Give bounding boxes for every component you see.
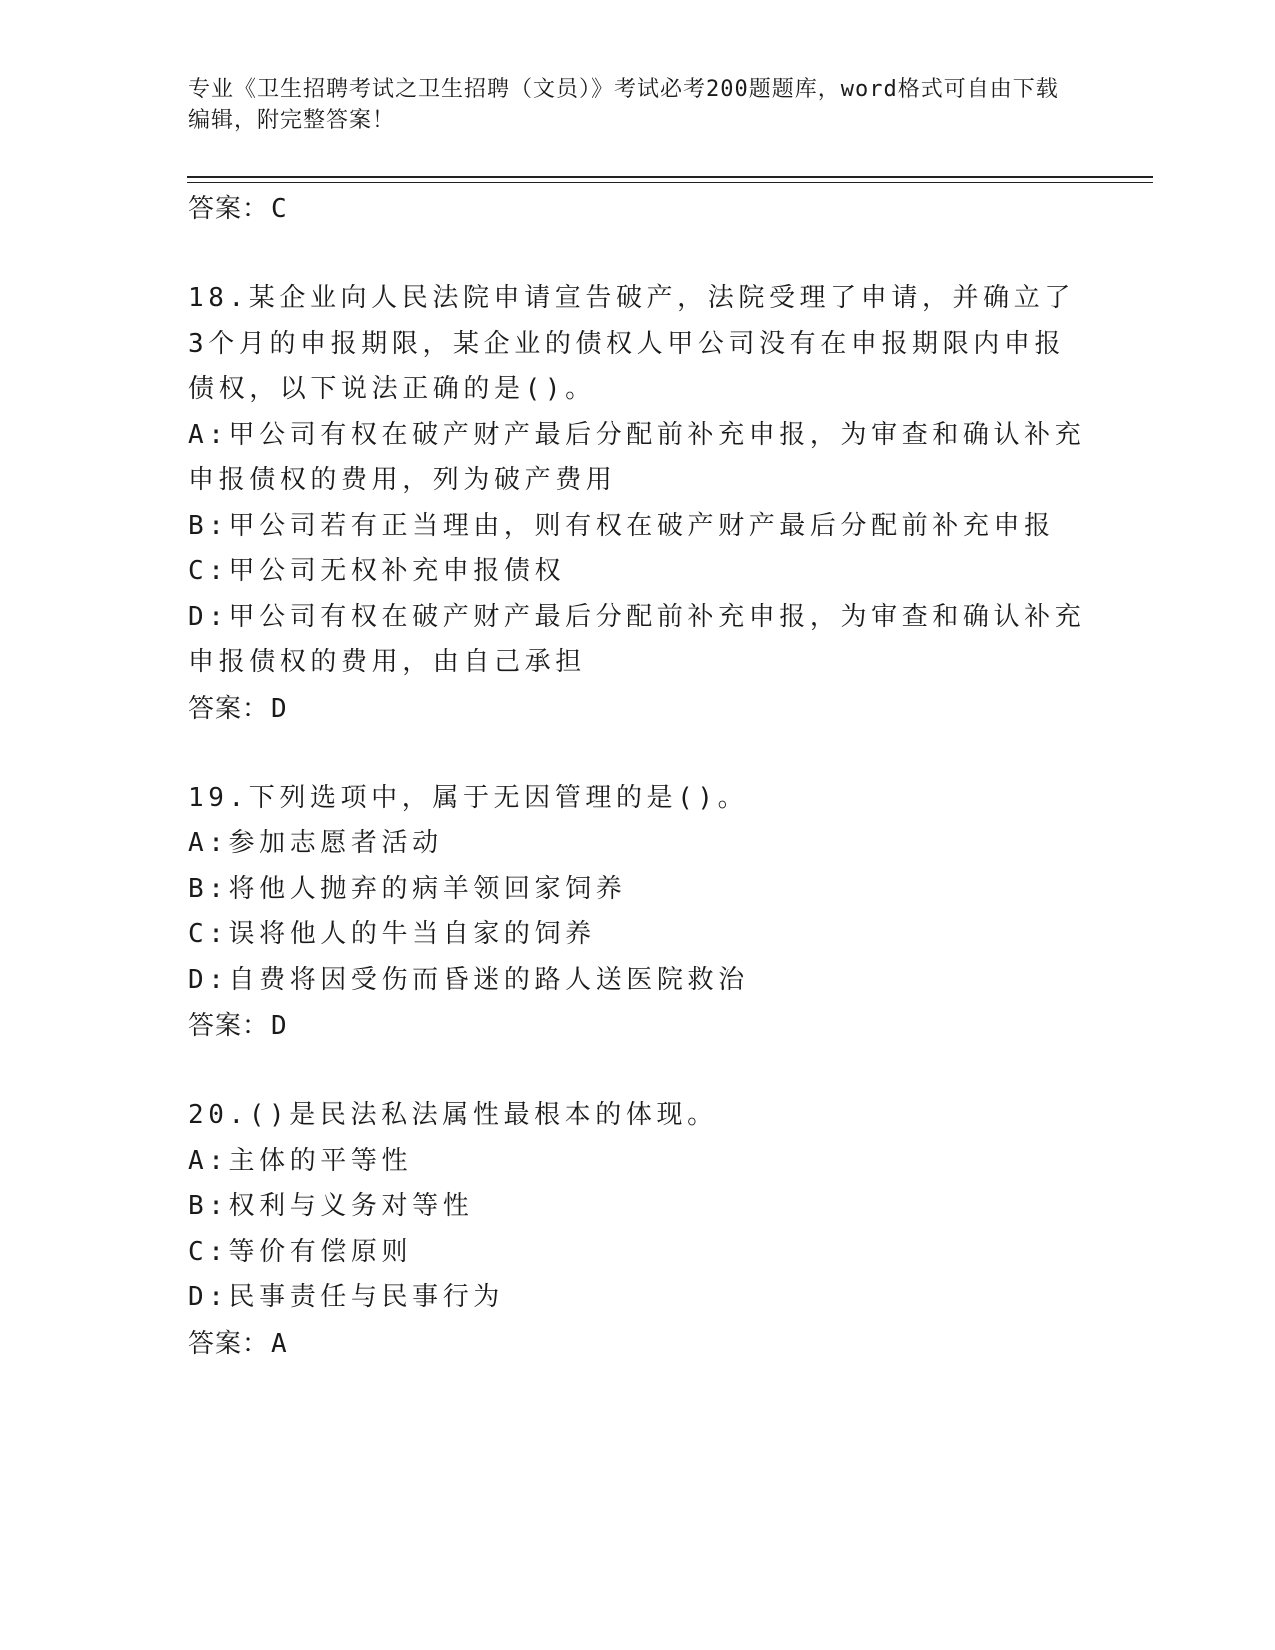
question-list: [188, 186, 1088, 1367]
option-d: D:自费将因受伤而昏迷的路人送医院救治: [188, 964, 749, 995]
option-b: B:将他人抛弃的病羊领回家饲养: [188, 873, 627, 904]
option-c: C:等价有偿原则: [188, 1236, 413, 1267]
option-a: A:主体的平等性: [188, 1145, 413, 1176]
question-20: [188, 1093, 1088, 1367]
option-b: B:权利与义务对等性: [188, 1191, 474, 1221]
answer-value: D: [271, 693, 288, 724]
option-c: C:甲公司无权补充申报债权: [188, 556, 566, 586]
answer-label: 答案：: [188, 194, 270, 224]
question-19: [188, 776, 1088, 1050]
answer-line: [188, 1003, 1088, 1049]
header-divider-thin: [187, 182, 1153, 183]
option-a: A:参加志愿者活动: [188, 828, 443, 858]
option-d: D:民事责任与民事行为: [188, 1282, 504, 1312]
question-18: [188, 276, 1088, 732]
answer-label: 答案：: [188, 1011, 270, 1041]
document-header: 专业《卫生招聘考试之卫生招聘（文员）》考试必考200题题库，word格式可自由下载编辑，附完整答案！: [188, 77, 1059, 133]
answer-label: 答案：: [188, 693, 270, 724]
question-stem: 19.下列选项中，属于无因管理的是()。: [188, 782, 749, 813]
option-c: C:误将他人的牛当自家的饲养: [188, 919, 596, 949]
option-d: D:甲公司有权在破产财产最后分配前补充申报，为审查和确认补充申报债权的费用，由自己承担: [188, 601, 1086, 677]
answer-value: C: [271, 194, 288, 224]
answer-line: [188, 686, 1088, 732]
answer-line: [188, 1321, 1088, 1367]
answer-line: [188, 186, 1088, 232]
question-stem: 18.某企业向人民法院申请宣告破产，法院受理了申请，并确立了3个月的申报期限，某企业的债权人甲公司没有在申报期限内申报债权，以下说法正确的是()。: [188, 283, 1075, 404]
option-a: A:甲公司有权在破产财产最后分配前补充申报，为审查和确认补充申报债权的费用，列为破产费用: [188, 419, 1086, 495]
option-b: B:甲公司若有正当理由，则有权在破产财产最后分配前补充申报: [188, 510, 1055, 541]
question-stem: 20.()是民法私法属性最根本的体现。: [188, 1100, 718, 1130]
answer-value: A: [271, 1328, 288, 1359]
answer-label: 答案：: [188, 1328, 270, 1359]
header-divider-thick: [187, 176, 1153, 178]
answer-value: D: [271, 1011, 288, 1041]
